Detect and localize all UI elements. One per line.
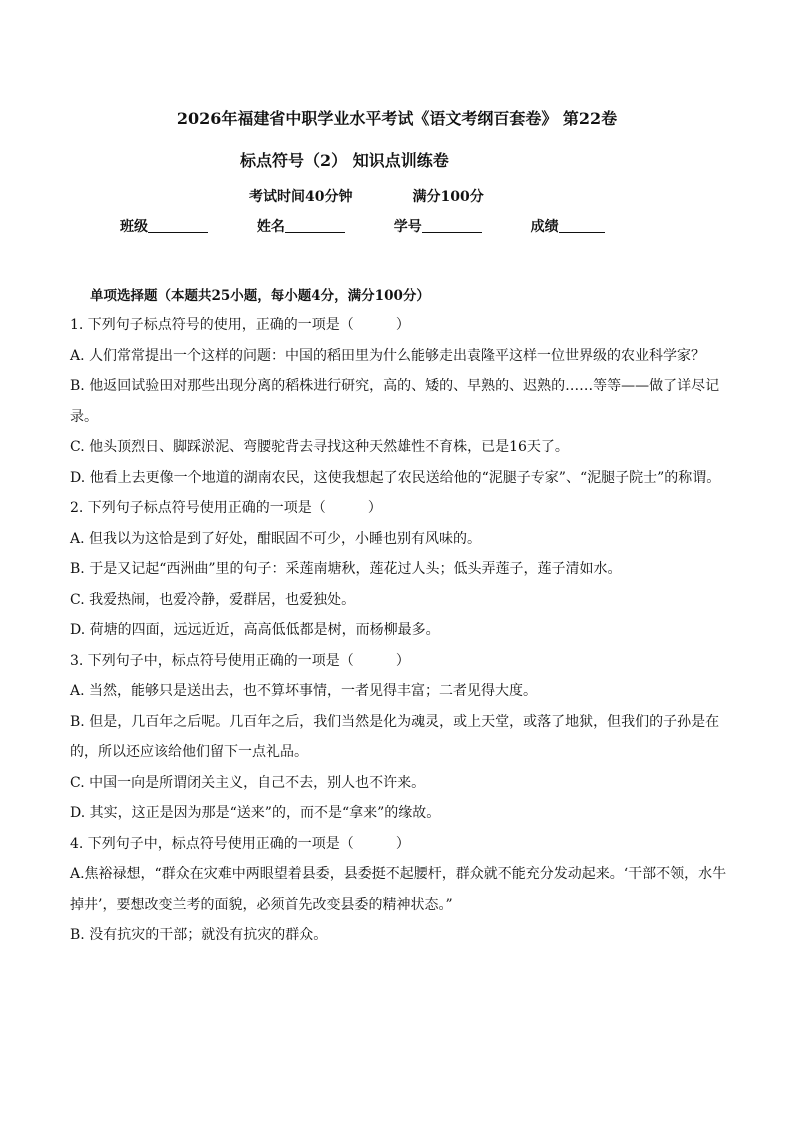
option-d: D. 其实，这正是因为那是“送来”的，而不是“拿来”的缘故。 <box>70 805 441 821</box>
question-stem: 1. 下列句子标点符号的使用，正确的一项是（ ） <box>70 317 410 333</box>
option-d: D. 荷塘的四面，远远近近，高高低低都是树，而杨柳最多。 <box>70 622 440 638</box>
question-stem: 2. 下列句子标点符号使用正确的一项是（ ） <box>70 500 382 516</box>
name-field: 姓名 <box>257 216 345 236</box>
score-blank[interactable] <box>559 218 605 233</box>
question-list <box>70 310 730 951</box>
option-a: A. 当然，能够只是送出去，也不算坏事情，一者见得丰富；二者见得大度。 <box>70 683 538 699</box>
exam-meta <box>249 186 484 206</box>
score-field: 成绩 <box>531 216 605 236</box>
class-field: 班级 <box>120 216 208 236</box>
option-b: B. 没有抗灾的干部；就没有抗灾的群众。 <box>70 927 328 943</box>
exam-subtitle: 标点符号（2） 知识点训练卷 <box>240 151 449 170</box>
option-b: B. 但是，几百年之后呢。几百年之后，我们当然是化为魂灵，或上天堂，或落了地狱，但我们的子孙是在的，所以还应该给他们留下一点礼品。 <box>70 713 720 760</box>
option-c: C. 我爱热闹，也爱冷静，爱群居，也爱独处。 <box>70 591 356 608</box>
option-b: B. 他返回试验田对那些出现分离的稻株进行研究，高的、矮的、早熟的、迟熟的……等等——做了详尽记录。 <box>70 378 720 425</box>
student-id-blank[interactable] <box>422 218 482 233</box>
option-c: C. 他头顶烈日、脚踩淤泥、弯腰驼背去寻找这种天然雄性不育株，已是16天了。 <box>70 439 569 455</box>
name-blank[interactable] <box>285 218 345 233</box>
option-a: A.焦裕禄想，“群众在灾难中两眼望着县委，县委挺不起腰杆，群众就不能充分发动起来。‘干部不领，水牛掉井’，要想改变兰考的面貌，必须首先改变县委的精神状态。” <box>70 866 727 913</box>
student-info-row <box>120 216 649 236</box>
option-d: D. 他看上去更像一个地道的湖南农民，这使我想起了农民送给他的“泥腿子专家”、“泥腿子院士”的称谓。 <box>70 469 721 486</box>
class-blank[interactable] <box>148 218 208 233</box>
exam-title: 2026年福建省中职学业水平考试《语文考纲百套卷》 第22卷 <box>176 109 618 128</box>
section-title: 单项选择题（本题共25小题，每小题4分，满分100分） <box>90 288 430 304</box>
option-a: A. 但我以为这恰是到了好处，酣眠固不可少，小睡也别有风味的。 <box>70 530 482 547</box>
question-stem: 4. 下列句子中，标点符号使用正确的一项是（ ） <box>70 835 410 852</box>
option-c: C. 中国一向是所谓闭关主义，自己不去，别人也不许来。 <box>70 774 426 791</box>
option-b: B. 于是又记起“西洲曲”里的句子：采莲南塘秋，莲花过人头；低头弄莲子，莲子清如水。 <box>70 561 622 577</box>
question-stem: 3. 下列句子中，标点符号使用正确的一项是（ ） <box>70 652 410 669</box>
student-id-field: 学号 <box>394 216 482 236</box>
full-score: 满分100分 <box>412 189 484 205</box>
exam-time: 考试时间40分钟 <box>249 189 353 205</box>
option-a: A. 人们常常提出一个这样的问题：中国的稻田里为什么能够走出袁隆平这样一位世界级的农业科学家？ <box>70 347 706 364</box>
